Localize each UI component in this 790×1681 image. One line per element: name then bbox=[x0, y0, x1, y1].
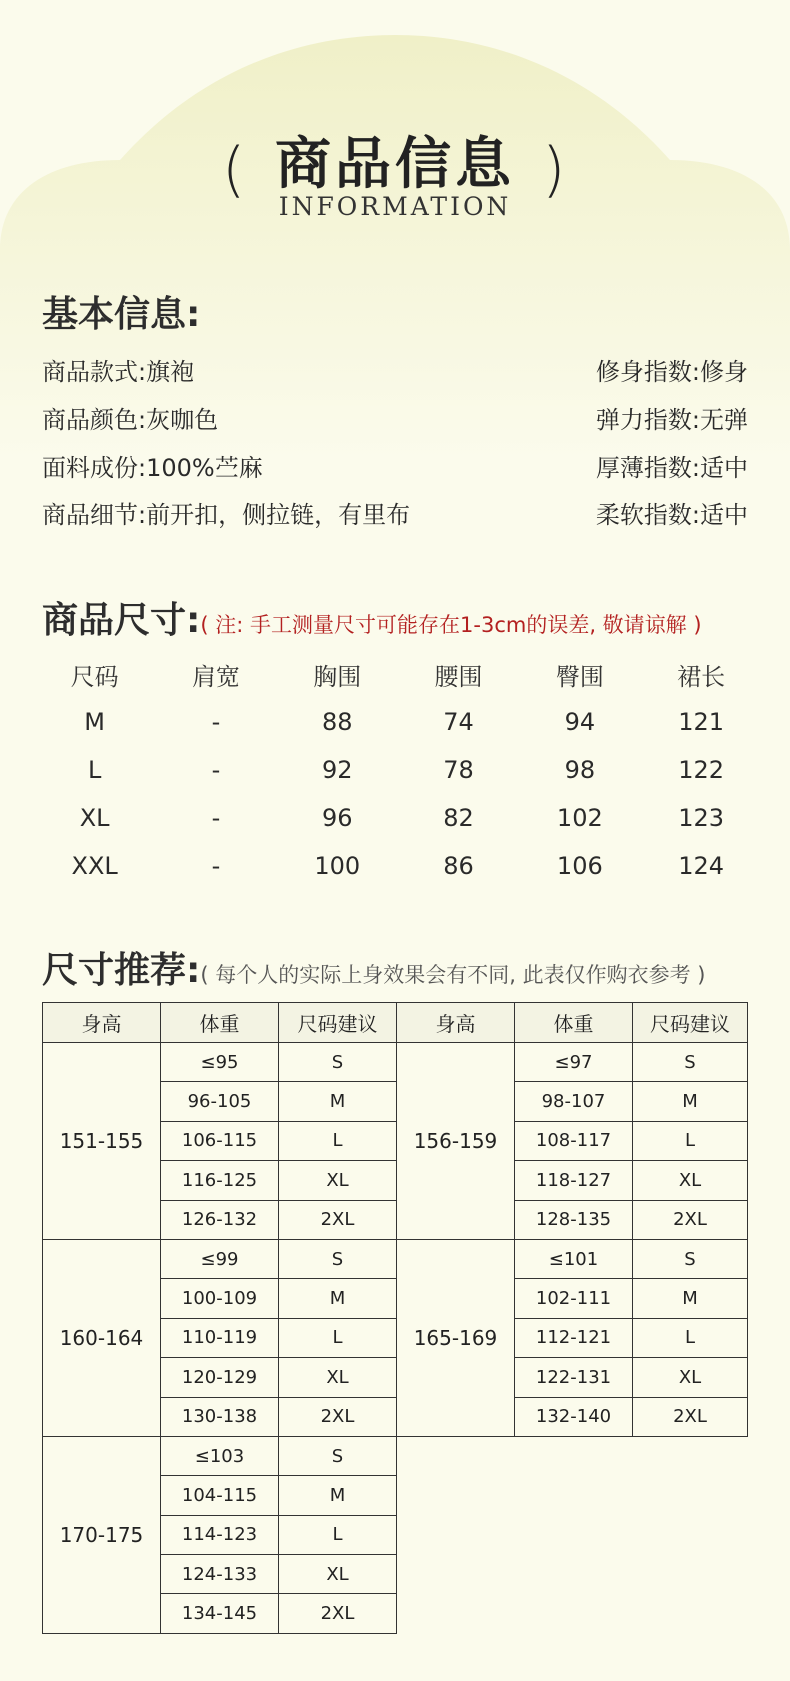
info-label: 商品颜色: bbox=[42, 406, 147, 434]
page-subtitle: INFORMATION bbox=[278, 192, 512, 221]
weight-cell: ≤101 bbox=[515, 1239, 633, 1278]
info-stretch-index bbox=[596, 400, 748, 435]
weight-cell: 110-119 bbox=[161, 1318, 279, 1357]
info-value: 前开扣，侧拉链，有里布 bbox=[146, 501, 411, 529]
info-label: 弹力指数: bbox=[595, 406, 700, 434]
height-cell: 165-169 bbox=[397, 1239, 515, 1436]
header-cell: 体重 bbox=[515, 1003, 633, 1043]
info-value: 适中 bbox=[700, 454, 748, 482]
info-value: 无弹 bbox=[700, 406, 748, 434]
size-chart-note: ( 注: 手工测量尺寸可能存在1-3cm的误差, 敬请谅解 ) bbox=[200, 613, 702, 637]
table-cell: 82 bbox=[443, 804, 474, 832]
weight-cell: 106-115 bbox=[161, 1121, 279, 1160]
size-cell: S bbox=[279, 1239, 397, 1278]
size-chart-table bbox=[34, 650, 762, 890]
weight-cell: 108-117 bbox=[515, 1121, 633, 1160]
empty-cell bbox=[397, 1436, 748, 1633]
page-title: 商品信息 bbox=[275, 132, 515, 197]
size-cell: M bbox=[279, 1082, 397, 1121]
weight-cell: 132-140 bbox=[515, 1397, 633, 1436]
table-cell: - bbox=[211, 708, 221, 736]
weight-cell: ≤103 bbox=[161, 1436, 279, 1475]
weight-cell: 134-145 bbox=[161, 1594, 279, 1633]
size-cell: L bbox=[279, 1121, 397, 1160]
weight-cell: 130-138 bbox=[161, 1397, 279, 1436]
table-cell: 122 bbox=[678, 756, 725, 784]
table-cell: 94 bbox=[564, 708, 596, 736]
header-cell: 肩宽 bbox=[191, 662, 240, 691]
info-value: 修身 bbox=[700, 358, 748, 386]
header-cell: 胸围 bbox=[313, 662, 362, 691]
table-cell: 88 bbox=[321, 708, 353, 736]
size-chart-title bbox=[42, 592, 702, 643]
info-value: 灰咖色 bbox=[146, 406, 219, 434]
table-row bbox=[34, 698, 762, 746]
size-cell: 2XL bbox=[633, 1200, 748, 1239]
size-cell: XL bbox=[279, 1358, 397, 1397]
table-cell: 121 bbox=[678, 708, 725, 736]
weight-cell: 116-125 bbox=[161, 1161, 279, 1200]
size-cell: XL bbox=[633, 1161, 748, 1200]
info-label: 修身指数: bbox=[595, 358, 700, 386]
table-cell: XL bbox=[79, 804, 110, 832]
table-cell: 86 bbox=[443, 852, 474, 880]
table-cell: - bbox=[211, 756, 221, 784]
table-cell: 102 bbox=[556, 804, 603, 832]
size-cell: S bbox=[633, 1043, 748, 1082]
table-cell: 106 bbox=[556, 852, 603, 880]
table-cell: L bbox=[87, 756, 102, 784]
header-cell: 尺码建议 bbox=[279, 1003, 397, 1043]
info-detail bbox=[42, 495, 410, 530]
info-fabric bbox=[42, 448, 263, 483]
weight-cell: 128-135 bbox=[515, 1200, 633, 1239]
table-row bbox=[43, 1239, 748, 1278]
info-value: 100%苎麻 bbox=[146, 454, 263, 482]
weight-cell: ≤99 bbox=[161, 1239, 279, 1278]
header-cell: 裙长 bbox=[677, 662, 726, 691]
info-value: 适中 bbox=[700, 501, 748, 529]
info-style bbox=[42, 352, 194, 387]
weight-cell: 98-107 bbox=[515, 1082, 633, 1121]
table-row bbox=[43, 1043, 748, 1082]
size-cell: L bbox=[279, 1515, 397, 1554]
weight-cell: 118-127 bbox=[515, 1161, 633, 1200]
weight-cell: 124-133 bbox=[161, 1555, 279, 1594]
table-cell: XXL bbox=[71, 852, 118, 880]
size-cell: M bbox=[633, 1082, 748, 1121]
size-cell: S bbox=[633, 1239, 748, 1278]
table-cell: 96 bbox=[321, 804, 353, 832]
info-fit-index bbox=[596, 352, 748, 387]
basic-info-title: 基本信息: bbox=[42, 294, 201, 335]
table-row bbox=[43, 1436, 748, 1475]
header-cell: 身高 bbox=[43, 1003, 161, 1043]
size-cell: 2XL bbox=[279, 1200, 397, 1239]
table-row bbox=[34, 842, 762, 890]
info-softness-index bbox=[596, 495, 748, 530]
weight-cell: 100-109 bbox=[161, 1279, 279, 1318]
size-cell: M bbox=[279, 1476, 397, 1515]
weight-cell: ≤97 bbox=[515, 1043, 633, 1082]
info-label: 柔软指数: bbox=[595, 501, 700, 529]
info-color bbox=[42, 400, 218, 435]
table-cell: 100 bbox=[314, 852, 361, 880]
height-cell: 170-175 bbox=[43, 1436, 161, 1633]
weight-cell: 114-123 bbox=[161, 1515, 279, 1554]
size-chart-header-row bbox=[34, 650, 762, 698]
height-cell: 160-164 bbox=[43, 1239, 161, 1436]
size-cell: XL bbox=[633, 1358, 748, 1397]
table-row bbox=[34, 794, 762, 842]
size-cell: 2XL bbox=[633, 1397, 748, 1436]
info-label: 商品款式: bbox=[42, 358, 147, 386]
header-cell: 尺码 bbox=[70, 662, 119, 691]
header-cell: 尺码建议 bbox=[633, 1003, 748, 1043]
size-cell: M bbox=[633, 1279, 748, 1318]
size-cell: S bbox=[279, 1043, 397, 1082]
table-cell: - bbox=[211, 852, 221, 880]
header-paren-left: ( bbox=[222, 135, 246, 205]
size-cell: S bbox=[279, 1436, 397, 1475]
recommend-table bbox=[42, 1002, 748, 1634]
weight-cell: 126-132 bbox=[161, 1200, 279, 1239]
header-cell: 身高 bbox=[397, 1003, 515, 1043]
size-chart-title-text: 商品尺寸: bbox=[42, 600, 201, 641]
table-cell: - bbox=[211, 804, 221, 832]
recommend-title-text: 尺寸推荐: bbox=[42, 950, 201, 991]
info-thickness-index bbox=[596, 448, 748, 483]
info-label: 厚薄指数: bbox=[595, 454, 700, 482]
header-cell: 腰围 bbox=[434, 662, 483, 691]
size-cell: XL bbox=[279, 1161, 397, 1200]
size-cell: XL bbox=[279, 1555, 397, 1594]
weight-cell: ≤95 bbox=[161, 1043, 279, 1082]
table-cell: 78 bbox=[443, 756, 474, 784]
size-cell: 2XL bbox=[279, 1594, 397, 1633]
size-cell: 2XL bbox=[279, 1397, 397, 1436]
size-cell: L bbox=[279, 1318, 397, 1357]
table-row bbox=[34, 746, 762, 794]
header-cell: 臀围 bbox=[555, 662, 604, 691]
table-cell: 123 bbox=[678, 804, 725, 832]
weight-cell: 112-121 bbox=[515, 1318, 633, 1357]
size-cell: M bbox=[279, 1279, 397, 1318]
weight-cell: 120-129 bbox=[161, 1358, 279, 1397]
table-cell: 124 bbox=[678, 852, 725, 880]
header-cell: 体重 bbox=[161, 1003, 279, 1043]
info-value: 旗袍 bbox=[146, 358, 195, 386]
recommend-header-row bbox=[43, 1003, 748, 1043]
table-cell: 74 bbox=[443, 708, 474, 736]
recommend-note: ( 每个人的实际上身效果会有不同, 此表仅作购衣参考 ) bbox=[200, 963, 706, 987]
table-cell: 98 bbox=[564, 756, 596, 784]
page-header bbox=[0, 110, 790, 240]
recommend-title bbox=[42, 942, 706, 993]
height-cell: 151-155 bbox=[43, 1043, 161, 1240]
size-cell: L bbox=[633, 1318, 748, 1357]
header-paren-right: ) bbox=[542, 135, 566, 205]
size-cell: L bbox=[633, 1121, 748, 1160]
info-label: 商品细节: bbox=[42, 501, 147, 529]
table-cell: M bbox=[84, 708, 105, 736]
weight-cell: 102-111 bbox=[515, 1279, 633, 1318]
weight-cell: 96-105 bbox=[161, 1082, 279, 1121]
info-label: 面料成份: bbox=[42, 454, 147, 482]
table-cell: 92 bbox=[321, 756, 353, 784]
weight-cell: 104-115 bbox=[161, 1476, 279, 1515]
height-cell: 156-159 bbox=[397, 1043, 515, 1240]
weight-cell: 122-131 bbox=[515, 1358, 633, 1397]
